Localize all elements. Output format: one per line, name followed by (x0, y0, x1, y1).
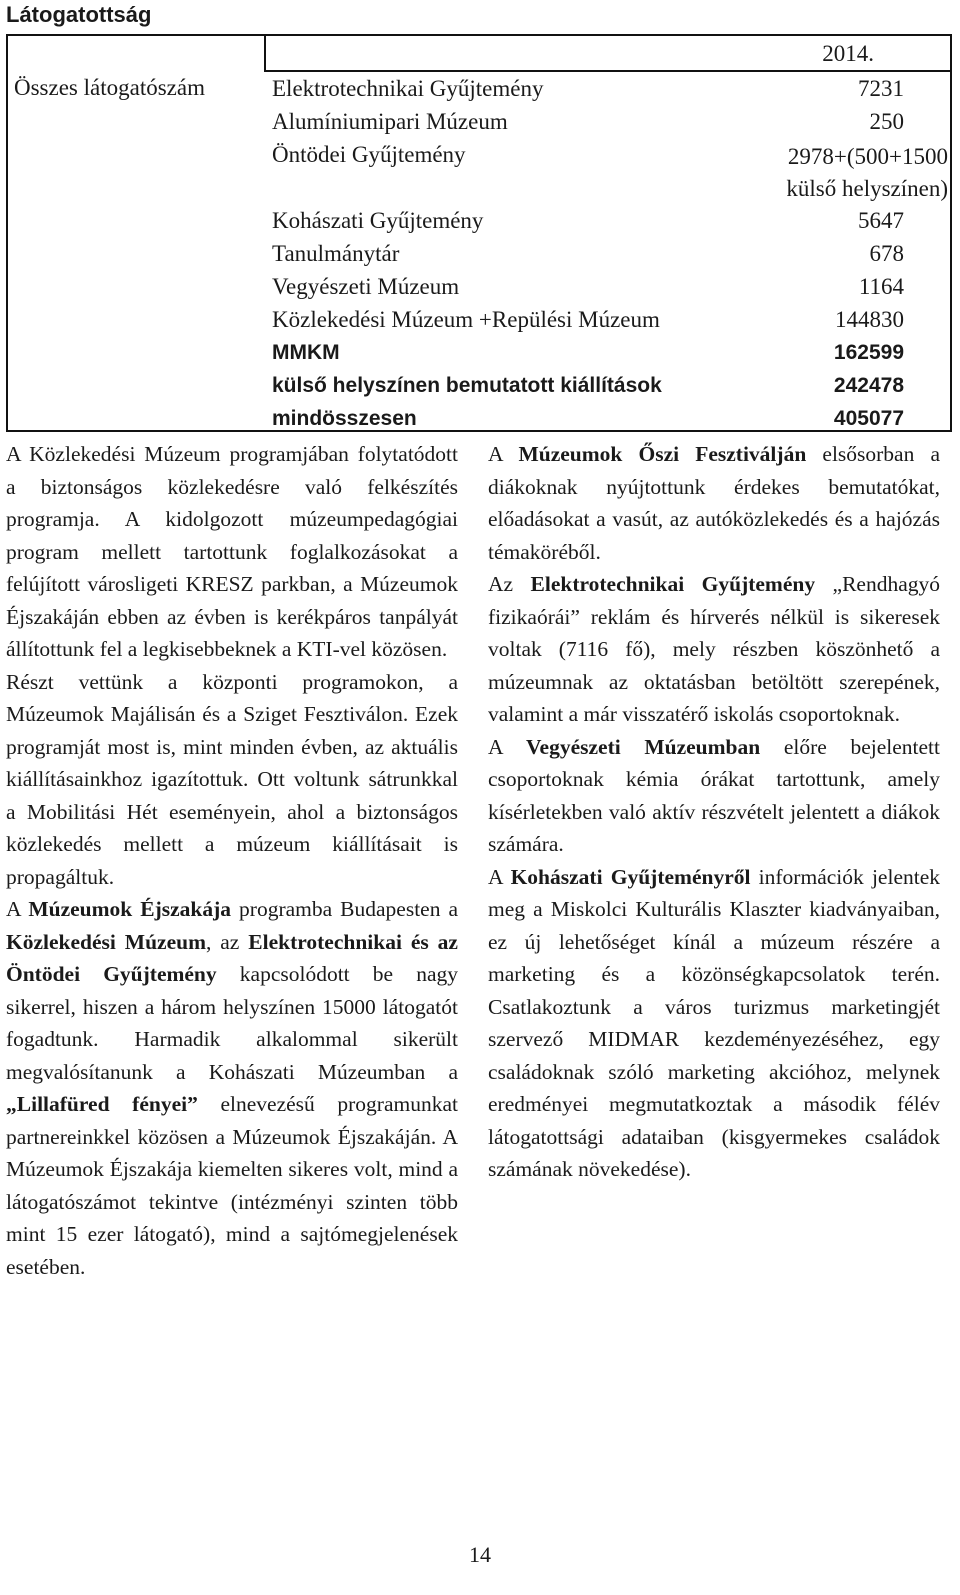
bold-text: Kohászati Gyűjteményről (510, 864, 751, 889)
row-value: 162599 (833, 341, 904, 364)
row-value: 405077 (833, 407, 904, 430)
left-column (6, 438, 458, 1283)
row-value: 7231 (858, 76, 904, 101)
row-value: 250 (869, 109, 904, 134)
text: elsősorban a diákoknak nyújtottunk érdekes bemutatókat, előadásokat a vasút, az autóközlekedés és a hajózás témaköréből. (488, 442, 941, 564)
table-row (272, 139, 948, 205)
table-divider-horizontal (264, 70, 950, 72)
row-value (748, 141, 948, 205)
paragraph: Részt vettünk a központi programokon, a Múzeumok Majálisán és a Sziget Fesztiválon. Ezek programját most is, mint minden évben, az aktuális kiállításainkhoz igazítottuk. Ott voltunk sátrunkkal a Mobilitási Hét eseményein, ahol a biztonságos közlekedés mellett a múzeum kiállításait is propagáltuk. (6, 669, 458, 889)
bold-text: Elektrotechnikai és az Öntödei Gyűjtemény (6, 929, 458, 986)
table-total-label: Összes látogatószám (14, 75, 205, 100)
text: , az (205, 929, 249, 954)
paragraph (488, 438, 940, 568)
paragraph: A Közlekedési Múzeum programjában folytatódott a biztonságos közlekedésre való felkészítés programja. A kidolgozott múzeumpedagógiai program mellett tartottunk foglalkozásokat a felújított városligeti KRESZ parkban, a Múzeumok Éjszakáján ebben az évben is kerékpáros tanpályát állítottunk fel a legkisebbeknek a KTI-vel közösen. (6, 442, 458, 661)
table-rows (272, 73, 948, 436)
bold-text: Múzeumok Éjszakája (28, 897, 232, 921)
text: A (6, 897, 29, 921)
bold-text: Múzeumok Őszi Fesztiválján (518, 442, 807, 466)
bold-text: Elektrotechnikai Gyűjtemény (530, 572, 816, 596)
paragraph (488, 861, 940, 1186)
table-row (272, 205, 948, 238)
bold-text: Közlekedési Múzeum (6, 929, 206, 954)
table-row (272, 73, 948, 106)
row-name: MMKM (272, 341, 340, 364)
page-number: 14 (469, 1542, 491, 1567)
row-name: Vegyészeti Múzeum (272, 274, 460, 299)
row-value-line2: külső helyszínen) (786, 176, 948, 201)
right-column (488, 438, 940, 1186)
row-name: Tanulmánytár (272, 241, 400, 266)
paragraph (6, 893, 458, 1283)
visitor-table (6, 34, 952, 432)
bold-text: Vegyészeti Múzeumban (525, 734, 761, 759)
text: A (488, 734, 526, 759)
row-value-line1: 2978+(500+1500 (787, 144, 948, 169)
text: A (488, 442, 519, 466)
text: előre bejelentett csoportoknak kémia órákat tartottunk, amely kísérletekben való aktív részvételt jelentett a diákok számára. (488, 734, 940, 856)
paragraph (488, 568, 940, 731)
text: kapcsolódott be nagy sikerrel, hiszen a három helyszínen 15000 látogatót fogadtunk. Harmadik alkalommal sikerült megvalósítanunk a Kohászati Múzeumban a (6, 962, 458, 1084)
row-name: mindösszesen (272, 407, 417, 430)
row-name: Közlekedési Múzeum +Repülési Múzeum (272, 307, 660, 332)
text: Az (488, 572, 531, 596)
table-year-header: 2014. (822, 41, 874, 66)
table-row (272, 337, 948, 370)
text: elnevezésű programunkat partnereinkkel közösen a Múzeumok Éjszakáján. A Múzeumok Éjszakája kiemelten sikeres volt, mind a látogatószámot tekintve (intézményi szinten több mint 15 ezer látogató), mind a sajtómegjelenések esetében. (6, 1092, 458, 1279)
row-name: Alumíniumipari Múzeum (272, 109, 508, 134)
text: információk jelentek meg a Miskolci Kulturális Klaszter kiadványaiban, ez új lehetőséget kínál a múzeum részére a marketing és a közönségkapcsolatok terén. Csatlakoztunk a város turizmus marketingjét szervező MIDMAR kezdeményezéséhez, egy családoknak szóló marketing akcióhoz, melynek eredményei megmutatkoztak a második félév látogatottsági adataiban (kisgyermekes családok számának növekedése). (488, 864, 941, 1181)
row-name: Öntödei Gyűjtemény (272, 142, 466, 167)
text: A (488, 864, 511, 889)
table-divider-vertical (264, 36, 266, 72)
table-row (272, 304, 948, 337)
row-value: 678 (869, 241, 904, 266)
paragraph (488, 731, 940, 861)
section-title: Látogatottság (6, 2, 152, 27)
row-value: 5647 (858, 208, 904, 233)
bold-text: „Lillafüred fényei” (6, 1092, 198, 1116)
table-row (272, 106, 948, 139)
row-name: Kohászati Gyűjtemény (272, 208, 484, 233)
row-value: 1164 (858, 274, 904, 299)
row-name: külső helyszínen bemutatott kiállítások (272, 374, 662, 397)
row-value: 242478 (833, 374, 904, 397)
table-row (272, 271, 948, 304)
row-name: Elektrotechnikai Gyűjtemény (272, 76, 544, 101)
table-row (272, 238, 948, 271)
row-value: 144830 (835, 307, 904, 332)
table-row (272, 370, 948, 403)
table-row (272, 403, 948, 436)
text: „Rendhagyó fizikaórái” reklám és hírverés nélkül is sikeresek voltak (7116 fő), mely részben köszönhető a múzeumnak az oktatásban betöltött szerepének, valamint a már visszatérő iskolás csoportoknak. (488, 572, 940, 726)
text: programba Budapesten a (231, 897, 459, 921)
